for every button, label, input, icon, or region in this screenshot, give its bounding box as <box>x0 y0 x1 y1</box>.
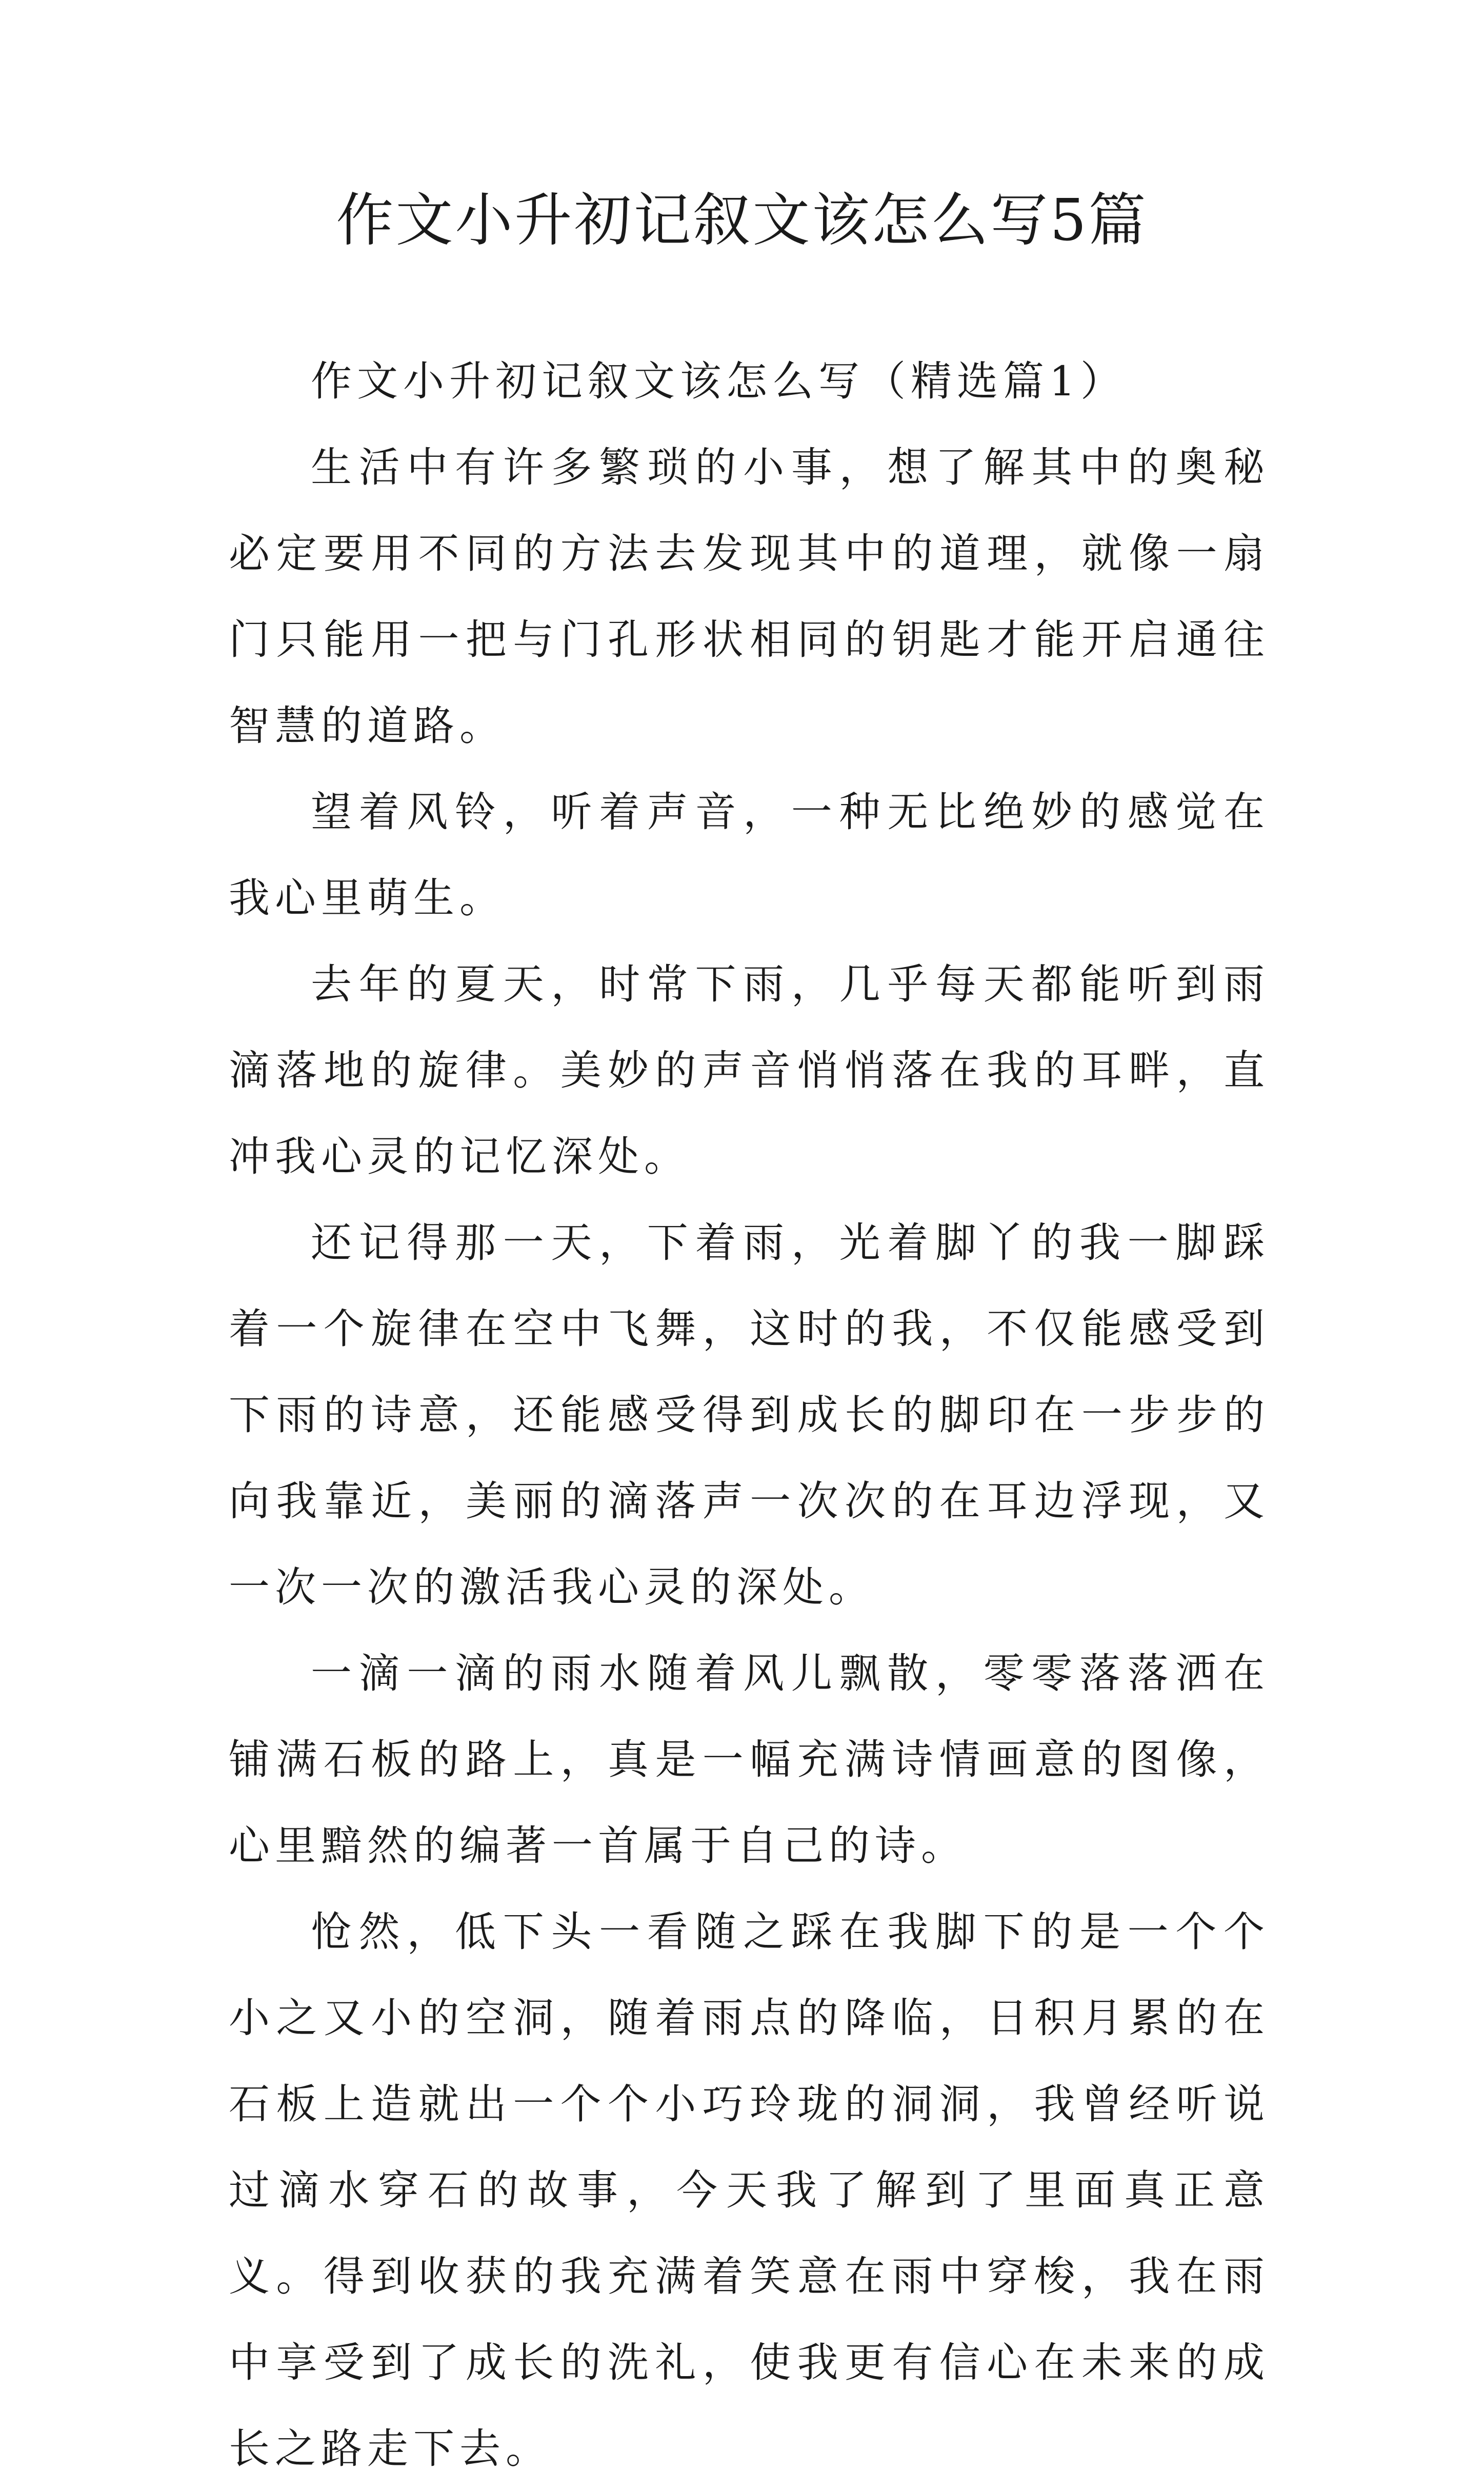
paragraph: 望着风铃，听着声音，一种无比绝妙的感觉在我心里萌生。 <box>229 788 1270 922</box>
paragraph: 怆然，低下头一看随之踩在我脚下的是一个个小之又小的空洞，随着雨点的降临，日积月累的在石板上造就出一个个小巧玲珑的洞洞，我曾经听说过滴水穿石的故事，今天我了解到了里面真正意义。得到收获的我充满着笑意在雨中穿梭，我在雨中享受到了成长的洗礼，使我更有信心在未来的成长之路走下去。 <box>229 1908 1270 2473</box>
document-title: 作文小升初记叙文该怎么写5篇 <box>336 187 1148 254</box>
section-heading: 作文小升初记叙文该怎么写（精选篇1） <box>311 357 1127 405</box>
paragraph: 一滴一滴的雨水随着风儿飘散，零零落落洒在铺满石板的路上，真是一幅充满诗情画意的图像，心里黯然的编著一首属于自己的诗。 <box>229 1650 1270 1870</box>
paragraph: 生活中有许多繁琐的小事，想了解其中的奥秘必定要用不同的方法去发现其中的道理，就像一扇门只能用一把与门孔形状相同的钥匙才能开启通往智慧的道路。 <box>229 444 1270 750</box>
paragraph: 还记得那一天，下着雨，光着脚丫的我一脚踩着一个旋律在空中飞舞，这时的我，不仅能感受到下雨的诗意，还能感受得到成长的脚印在一步步的向我靠近，美丽的滴落声一次次的在耳边浮现，又一次一次的激活我心灵的深处。 <box>229 1219 1270 1611</box>
paragraph: 去年的夏天，时常下雨，几乎每天都能听到雨滴落地的旋律。美妙的声音悄悄落在我的耳畔，直冲我心灵的记忆深处。 <box>229 960 1270 1180</box>
document-body <box>229 338 1270 2492</box>
